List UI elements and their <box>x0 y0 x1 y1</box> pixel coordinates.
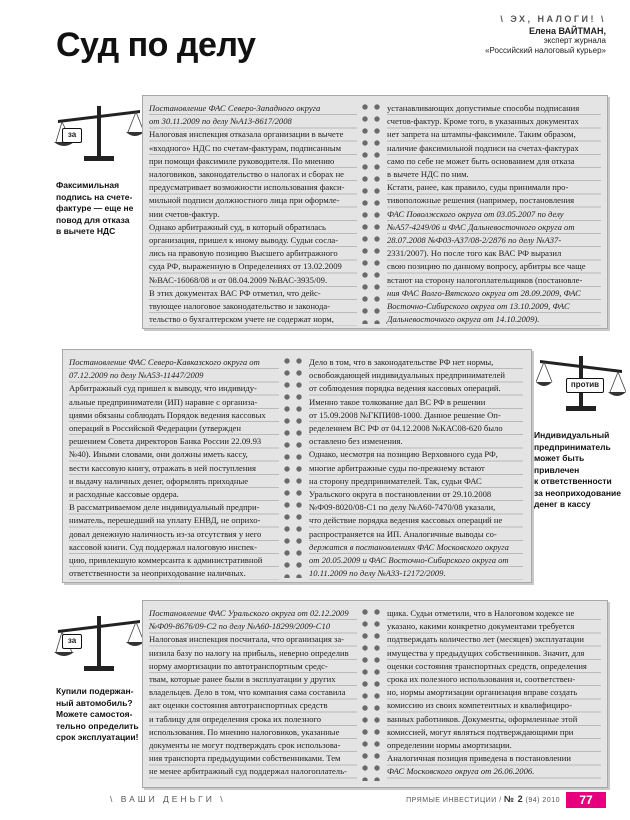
text-line: Кстати, ранее, как правило, суды принимали про- <box>387 182 569 193</box>
caption-line: ный автомобиль? <box>56 697 133 708</box>
text-line: №40). Иными словами, они должны иметь кассу, <box>69 449 248 460</box>
text-line: оставлено без изменения. <box>309 436 403 447</box>
text-line: счетов-фактур. Кроме того, в указанных документах <box>387 116 579 127</box>
caption-line: Индивидуальный <box>534 430 610 440</box>
author-name: Елена ВАЙТМАН, <box>528 26 606 36</box>
text-line: довал денежную наличность из-за отсутствия у него <box>69 528 262 539</box>
spiral-binding <box>281 356 305 578</box>
caption-line: может быть <box>534 453 585 463</box>
text-line: В рассматриваемом деле индивидуальный предпри- <box>69 502 260 513</box>
text-line: №ВАС-16068/08 и от 08.04.2009 №ВАС-3935/09. <box>149 274 328 285</box>
text-line: Однако, несмотря на позицию Верховного суда РФ, <box>309 449 498 460</box>
case2-caption <box>534 430 621 511</box>
caption-line: тельно определить <box>56 720 139 731</box>
page-number: 77 <box>566 792 606 808</box>
caption-line: повод для отказа <box>56 214 130 225</box>
text-line: указано, какими конкретно документами требуется <box>387 621 575 632</box>
text-line: операций в Российской Федерации (утвержден <box>69 423 241 434</box>
spiral-binding <box>359 607 383 781</box>
text-line: №Ф09-8020/08-С1 по делу №А60-7470/08 указали, <box>309 502 496 513</box>
text-line: оценки состояния транспортных средств, определения <box>387 660 587 671</box>
text-line: что действие порядка ведения кассовых операций не <box>309 515 503 526</box>
text-line: нии счетов-фактур. <box>149 208 220 219</box>
text-line: определении нормы амортизации. <box>387 740 512 751</box>
text-line: не менее арбитражный суд поддержал налогоплатель- <box>149 766 347 777</box>
text-line: от 30.11.2009 по делу №А13-8617/2008 <box>149 116 292 127</box>
text-line: вести кассовую книгу, отражать в ней поступления <box>69 462 256 473</box>
text-line: при помощи факсимиле руководителя. По мнению <box>149 155 335 166</box>
text-line: циями обязаны соблюдать Порядок ведения кассовых <box>69 409 266 420</box>
text-line: Аналогичная позиция приведена в постановлении <box>387 753 571 764</box>
text-line: нет запрета на штампы-факсимиле. Таким образом, <box>387 129 576 140</box>
case3-left-column <box>149 607 357 783</box>
text-line: лись на правовую позицию Высшего арбитражного <box>149 248 338 259</box>
text-line: многие арбитражные суды по-прежнему встают <box>309 462 485 473</box>
text-line: В этих документах ВАС РФ отметил, что дейс- <box>149 287 321 298</box>
text-line: Постановление ФАС Уральского округа от 02.12.2009 <box>149 608 349 618</box>
case3-right-column <box>387 607 601 783</box>
text-line: комиссию из своих компетентных и квалифициро- <box>387 700 572 711</box>
text-line: комиссией, могут являться подтверждающими при <box>387 726 574 737</box>
text-line: Арбитражный суд пришел к выводу, что индивиду- <box>69 383 257 394</box>
text-line: документы не могут подтверждать срок использова- <box>149 740 341 751</box>
text-line: свою позицию по данному вопросу, арбитры все чаще <box>387 261 586 272</box>
spiral-binding <box>359 102 383 324</box>
caption-line: в вычете НДС <box>56 226 116 236</box>
caption-line: Купили подержан- <box>56 686 134 696</box>
case1-card <box>142 95 608 329</box>
text-line: цию, привлекшую коммерсанта к административной <box>69 555 263 566</box>
caption-line: фактуре — еще не <box>56 203 134 213</box>
text-line: Однако арбитражный суд, в который обратилась <box>149 221 326 232</box>
text-line: №А57-4249/06 и ФАС Дальневосточного округа от <box>387 221 575 232</box>
text-line: «входного» НДС по счетам-фактурам, подписанным <box>149 142 342 153</box>
text-line: твующее налоговое законодательство и законода- <box>149 301 331 312</box>
verdict-badge: против <box>566 378 604 393</box>
caption-line: срок эксплуатации! <box>56 732 139 742</box>
text-line: само по себе не может быть основанием для отказа <box>387 155 575 166</box>
text-line: от 20.05.2009 и ФАС Восточно-Сибирского округа от <box>309 555 509 566</box>
author-role: эксперт журнала <box>543 36 606 45</box>
text-line: ния транспорта предыдущими собственниками. Тем <box>149 753 341 764</box>
author-magazine: «Российский налоговый курьер» <box>485 46 606 55</box>
footer-issue-number: № 2 <box>504 794 524 804</box>
text-line: 28.07.2008 №Ф03-А37/08-2/2876 по делу №А37- <box>387 235 562 246</box>
text-line: подтверждать количество лет (месяцев) эксплуатации <box>387 634 584 645</box>
text-line: ванных работников. Документы, оформленные этой <box>387 713 578 724</box>
text-line: ответственности за неоприходование наличных. <box>69 568 246 579</box>
text-line: Именно такое толкование дал ВС РФ в решении <box>309 396 486 407</box>
text-line: тивоположные решения (например, постановления <box>387 195 575 206</box>
text-line: мильной подписи должностного лица при оформле- <box>149 195 340 206</box>
caption-line: денег в кассу <box>534 499 591 509</box>
text-line: ния ФАС Волго-Вятского округа от 28.09.2009, ФАС <box>387 287 581 298</box>
text-line: ниматель, перешедший на уплату ЕНВД, не оприхо- <box>69 515 261 526</box>
text-line: 07.12.2009 по делу №А53-11447/2009 <box>69 370 204 381</box>
text-line: 10.11.2009 по делу №А33-12172/2009. <box>309 568 446 579</box>
text-line: встают на сторону налогоплательщиков (постановле- <box>387 274 583 285</box>
caption-line: предприниматель <box>534 441 611 452</box>
text-line: ФАС Московского округа от 26.06.2006. <box>387 766 535 777</box>
text-line: Постановление ФАС Северо-Западного округа <box>149 103 321 113</box>
text-line: организация, пришел к иному выводу. Судьи сосла- <box>149 235 339 246</box>
case2-right-column <box>309 356 523 580</box>
text-line: в вычете НДС по ним. <box>387 169 469 180</box>
author-block <box>485 26 606 56</box>
text-line: ФАС Поволжского округа от 03.05.2007 по делу <box>387 208 564 219</box>
footer-section: \ ВАШИ ДЕНЬГИ \ <box>110 794 226 804</box>
text-line: Налоговая инспекция посчитала, что организация за- <box>149 634 344 645</box>
text-line: Восточно-Сибирского округа от 13.10.2009, ФАС <box>387 301 570 312</box>
verdict-badge: за <box>62 634 82 649</box>
text-line: но, нормы амортизации организация вправе создать <box>387 687 578 698</box>
text-line: щика. Судьи отметили, что в Налоговом кодексе не <box>387 608 575 618</box>
text-line: имущества у предыдущих собственников. Значит, для <box>387 647 585 658</box>
caption-line: к ответственности <box>534 476 612 486</box>
text-line: Постановление ФАС Северо-Кавказского округа от <box>69 357 260 367</box>
text-line: распространяется на ИП. Аналогичные выводы со- <box>309 528 497 539</box>
text-line: и таблицу для определения срока их полезного <box>149 713 322 724</box>
text-line: освобождающей индивидуальных предпринимателей <box>309 370 506 381</box>
text-line: решением Совета директоров Банка России 22.09.93 <box>69 436 262 447</box>
text-line: твам, которые ранее были в эксплуатации у других <box>149 674 336 685</box>
text-line: и выдачу наличных денег, оформлять приходные <box>69 475 249 486</box>
text-line: 2331/2007). Но после того как ВАС РФ выразил <box>387 248 562 259</box>
text-line: срока их полезного использования и, соответствен- <box>387 674 576 685</box>
text-line: от 15.09.2008 №ГКПИ08-1000. Данное решение Оп- <box>309 409 501 420</box>
case1-right-column <box>387 102 601 326</box>
text-line: низила базу по налогу на прибыль, неверно определив <box>149 647 349 658</box>
text-line: использования. По мнению налоговиков, указанные <box>149 726 340 737</box>
text-line: на сторону предпринимателей. Так, судьи ФАС <box>309 475 482 486</box>
text-line: налоговиков, законодательство о налогах и сборах не <box>149 169 344 180</box>
caption-line: привлечен <box>534 464 580 475</box>
case2-left-column <box>69 356 279 580</box>
footer-issue-year: (94) 2010 <box>525 797 560 804</box>
case3-card <box>142 600 608 788</box>
caption-line: Можете самостоя- <box>56 709 133 719</box>
text-line: Дальневосточного округа от 14.10.2009). <box>387 314 540 325</box>
text-line: наличие факсимильной подписи на счетах-фактурах <box>387 142 579 153</box>
verdict-badge: за <box>62 128 82 143</box>
footer-magazine: ПРЯМЫЕ ИНВЕСТИЦИИ / <box>406 797 502 804</box>
page-title: Суд по делу <box>56 26 256 64</box>
caption-line: подпись на счете- <box>56 191 133 202</box>
text-line: предусматривает возможности использования факси- <box>149 182 345 193</box>
caption-line: Факсимильная <box>56 180 120 190</box>
text-line: альные предприниматели (ИП) наравне с организа- <box>69 396 258 407</box>
text-line: норму амортизации по автотранспортным средс- <box>149 660 328 671</box>
text-line: ределением ВС РФ от 04.12.2008 №КАС08-620 было <box>309 423 503 434</box>
text-line: Уральского округа в постановлении от 29.10.2008 <box>309 489 492 500</box>
text-line: акт оценки состояния автотранспортных средств <box>149 700 328 711</box>
case2-card <box>62 349 532 583</box>
text-line: устанавливающих допустимые способы подписания <box>387 103 580 113</box>
text-line: суда РФ, выраженную в Определениях от 13.02.2009 <box>149 261 342 272</box>
text-line: от соблюдения порядка ведения кассовых операций. <box>309 383 501 394</box>
text-line: владельцев. Дело в том, что компания сама составила <box>149 687 346 698</box>
case1-left-column <box>149 102 357 326</box>
case3-caption <box>56 686 139 744</box>
text-line: №Ф09-8676/09-С2 по делу №А60-18299/2009-С10 <box>149 621 331 632</box>
text-line: кассовой книги. Суд поддержал налоговую инспек- <box>69 541 257 552</box>
text-line: Дело в том, что в законодательстве РФ нет нормы, <box>309 357 494 367</box>
text-line: держатся в постановлениях ФАС Московского округа <box>309 541 509 552</box>
rubric: \ ЭХ, НАЛОГИ! \ <box>500 14 606 24</box>
text-line: тельство о бухгалтерском учете не содержат норм, <box>149 314 334 325</box>
caption-line: за неоприходование <box>534 487 621 498</box>
text-line: и расходные кассовые ордера. <box>69 489 179 500</box>
text-line: Налоговая инспекция отказала организации в вычете <box>149 129 344 140</box>
case1-caption <box>56 180 133 238</box>
footer-issue <box>406 794 560 804</box>
